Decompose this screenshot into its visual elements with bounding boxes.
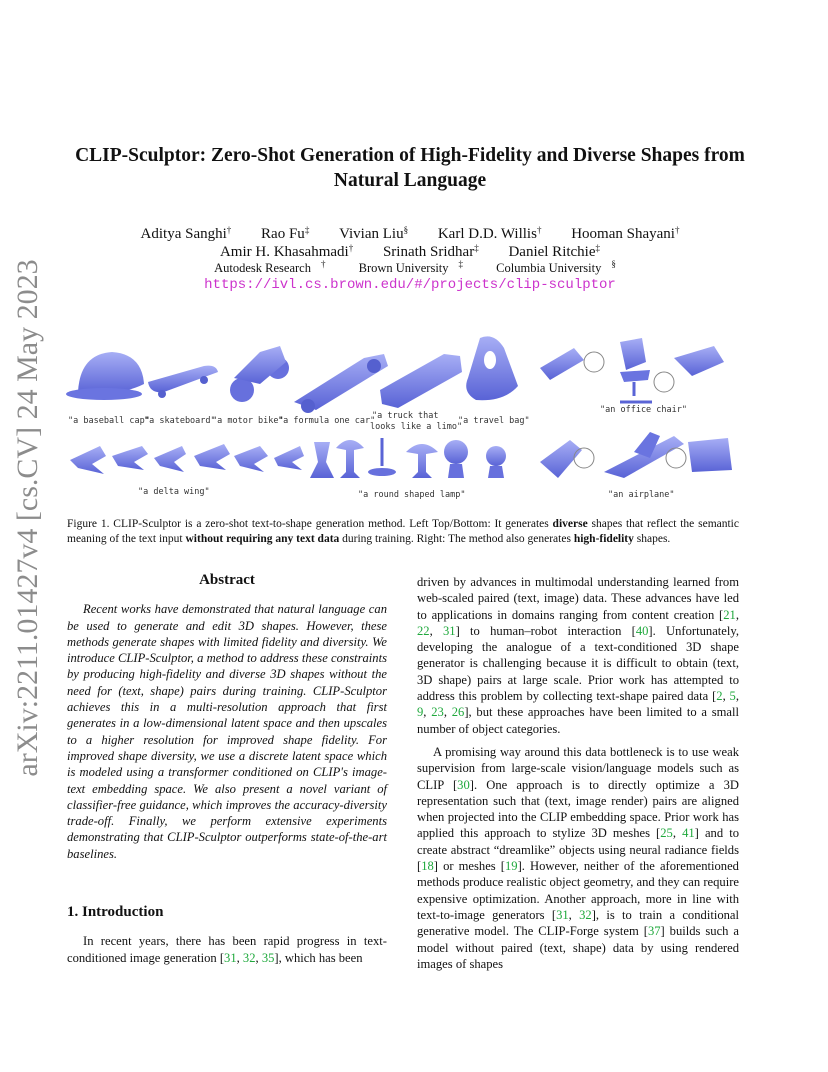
shape-office-chair-panel [540, 338, 724, 402]
shape-truck [380, 354, 462, 408]
title-line-2: Natural Language [333, 170, 487, 191]
citation-link[interactable]: 26 [451, 705, 465, 720]
intro-paragraph: In recent years, there has been rapid progress in text-conditioned image generation [31, 32, 35], which has been [67, 934, 387, 965]
citation-link[interactable]: 18 [421, 859, 434, 874]
citation-link[interactable]: 35 [261, 950, 275, 965]
citation-link[interactable]: 32 [242, 950, 256, 965]
label-truck-line-1: "a truck that [372, 411, 439, 421]
teaser-figure [64, 332, 754, 504]
paper-title [60, 143, 760, 193]
affiliation: Brown University ‡ [358, 259, 464, 275]
left-column [67, 572, 387, 862]
label-formula-car: "a formula one car" [278, 416, 376, 426]
citation-link[interactable]: 40 [635, 623, 649, 638]
shape-motor-bike [230, 346, 289, 402]
author: Hooman Shayani† [571, 225, 680, 242]
citation-link[interactable]: 30 [457, 777, 470, 792]
shape-skateboard [148, 366, 218, 398]
intro-section [67, 904, 387, 966]
citation-link[interactable]: 31 [443, 623, 456, 638]
citation-link[interactable]: 19 [504, 859, 518, 874]
citation-link[interactable]: 21 [723, 607, 736, 622]
citation-link[interactable]: 31 [556, 907, 569, 922]
right-paragraph-2: A promising way around this data bottleneck is to use weak supervision from large-scale vision/language models such as CLIP [30]. One approach is to directly optimize a 3D representation such that (text, image render) pairs are aligned when projected into the CLIP embedding space. Prior work has applied this approach to stylize 3D meshes [25, 41] and to create abstract “dreamlike” objects using neural radiance fields [18] or meshes [19]. However, neither of the aforementioned methods produce realistic object geometry, and they can require expensive optimization. Another approach, more in line with text-to-image generators [31, 32], is to train a conditional generative model. The CLIP-Forge system [37] builds such a model without paired (text, shape) data by using rendered images of shapes [417, 744, 740, 971]
shape-airplane-panel [540, 432, 732, 478]
affiliation: Columbia University § [496, 259, 616, 275]
intro-heading: 1. Introduction [67, 904, 164, 920]
authors-row-2 [60, 239, 760, 261]
citation-link[interactable]: 2 [716, 689, 723, 704]
author: Aditya Sanghi† [140, 225, 232, 242]
right-column [417, 574, 739, 972]
citation-link[interactable]: 37 [647, 924, 661, 939]
shape-lamps [310, 438, 506, 478]
shape-delta-wings [70, 444, 304, 474]
label-airplane: "an airplane" [608, 490, 675, 500]
citation-link[interactable]: 31 [224, 950, 237, 965]
abstract-heading: Abstract [199, 572, 255, 588]
author: Vivian Liu§ [339, 225, 409, 242]
citation-link[interactable]: 41 [682, 826, 695, 841]
abstract-text: Recent works have demonstrated that natural language can be used to generate and edit 3D shapes. However, these methods generate shapes with limited fidelity and diversity. We introduce CLIP-Sculptor, a method to address these constraints by producing high-fidelity and diverse 3D shapes without the need for (text, shape) pairs during training. CLIP-Sculptor achieves this in a multi-resolution approach that first generates in a low-dimensional latent space and then upscales to a higher resolution for improved shape fidelity. For improved shape diversity, we use a discrete latent space which is modeled using a transformer conditioned on CLIP's image-text embedding space. We also present a novel variant of classifier-free guidance, which improves the accuracy-diversity trade-off. Finally, we perform extensive experiments demonstrating that CLIP-Sculptor outperforms state-of-the-art baselines. [67, 602, 387, 861]
label-travel-bag: "a travel bag" [458, 416, 530, 426]
figure-caption: Figure 1. CLIP-Sculptor is a zero-shot text-to-shape generation method. Left Top/Bottom: It generates diverse shapes that reflect the semantic meaning of the text input without requiring any text data during training. Right: The method also generates high-fidelity shapes. [67, 518, 739, 545]
title-line-1: CLIP-Sculptor: Zero-Shot Generation of High-Fidelity and Diverse Shapes from [75, 145, 745, 166]
citation-link[interactable]: 5 [729, 689, 736, 704]
author: Amir H. Khasahmadi† [219, 243, 354, 260]
author: Srinath Sridhar‡ [382, 243, 479, 260]
author: Rao Fu‡ [261, 225, 310, 242]
citation-link[interactable]: 23 [431, 705, 444, 720]
shape-travel-bag [466, 336, 518, 400]
affiliation: Autodesk Research † [214, 259, 326, 275]
label-round-lamp: "a round shaped lamp" [358, 490, 466, 500]
label-truck-line-2: looks like a limo" [370, 422, 463, 432]
citation-link[interactable]: 32 [579, 907, 592, 922]
author: Karl D.D. Willis† [437, 225, 542, 242]
affiliations [60, 259, 760, 276]
label-skateboard: "a skateboard" [144, 416, 216, 426]
author: Daniel Ritchie‡ [508, 243, 601, 260]
citation-link[interactable]: 25 [660, 826, 673, 841]
citation-link[interactable]: 9 [417, 705, 424, 720]
label-office-chair: "an office chair" [600, 405, 687, 415]
label-delta-wing: "a delta wing" [138, 487, 210, 497]
shape-baseball-cap [66, 352, 144, 400]
label-baseball-cap: "a baseball cap" [68, 416, 150, 426]
citation-link[interactable]: 22 [417, 623, 430, 638]
project-url-link[interactable]: https://ivl.cs.brown.edu/#/projects/clip-sculptor [204, 277, 616, 293]
shape-formula-car [294, 354, 388, 413]
label-motor-bike: "a motor bike" [212, 416, 284, 426]
right-paragraph-1: driven by advances in multimodal understanding learned from web-scaled paired (text, image) data. These advances have led to applications in domains ranging from content creation [21, 22, 31] to human–robot interaction [40]. Unfortunately, developing the analogue of a text-conditioned 3D shape generator is challenging because it is difficult to obtain (text, 3D shape) pairs at large scale. Prior work has attempted to address this problem by collecting text-shape paired data [2, 5, 9, 23, 26], but these approaches have been limited to a small number of object categories. [417, 575, 740, 736]
arxiv-stamp: arXiv:2211.01427v4 [cs.CV] 24 May 2023 [11, 259, 44, 777]
